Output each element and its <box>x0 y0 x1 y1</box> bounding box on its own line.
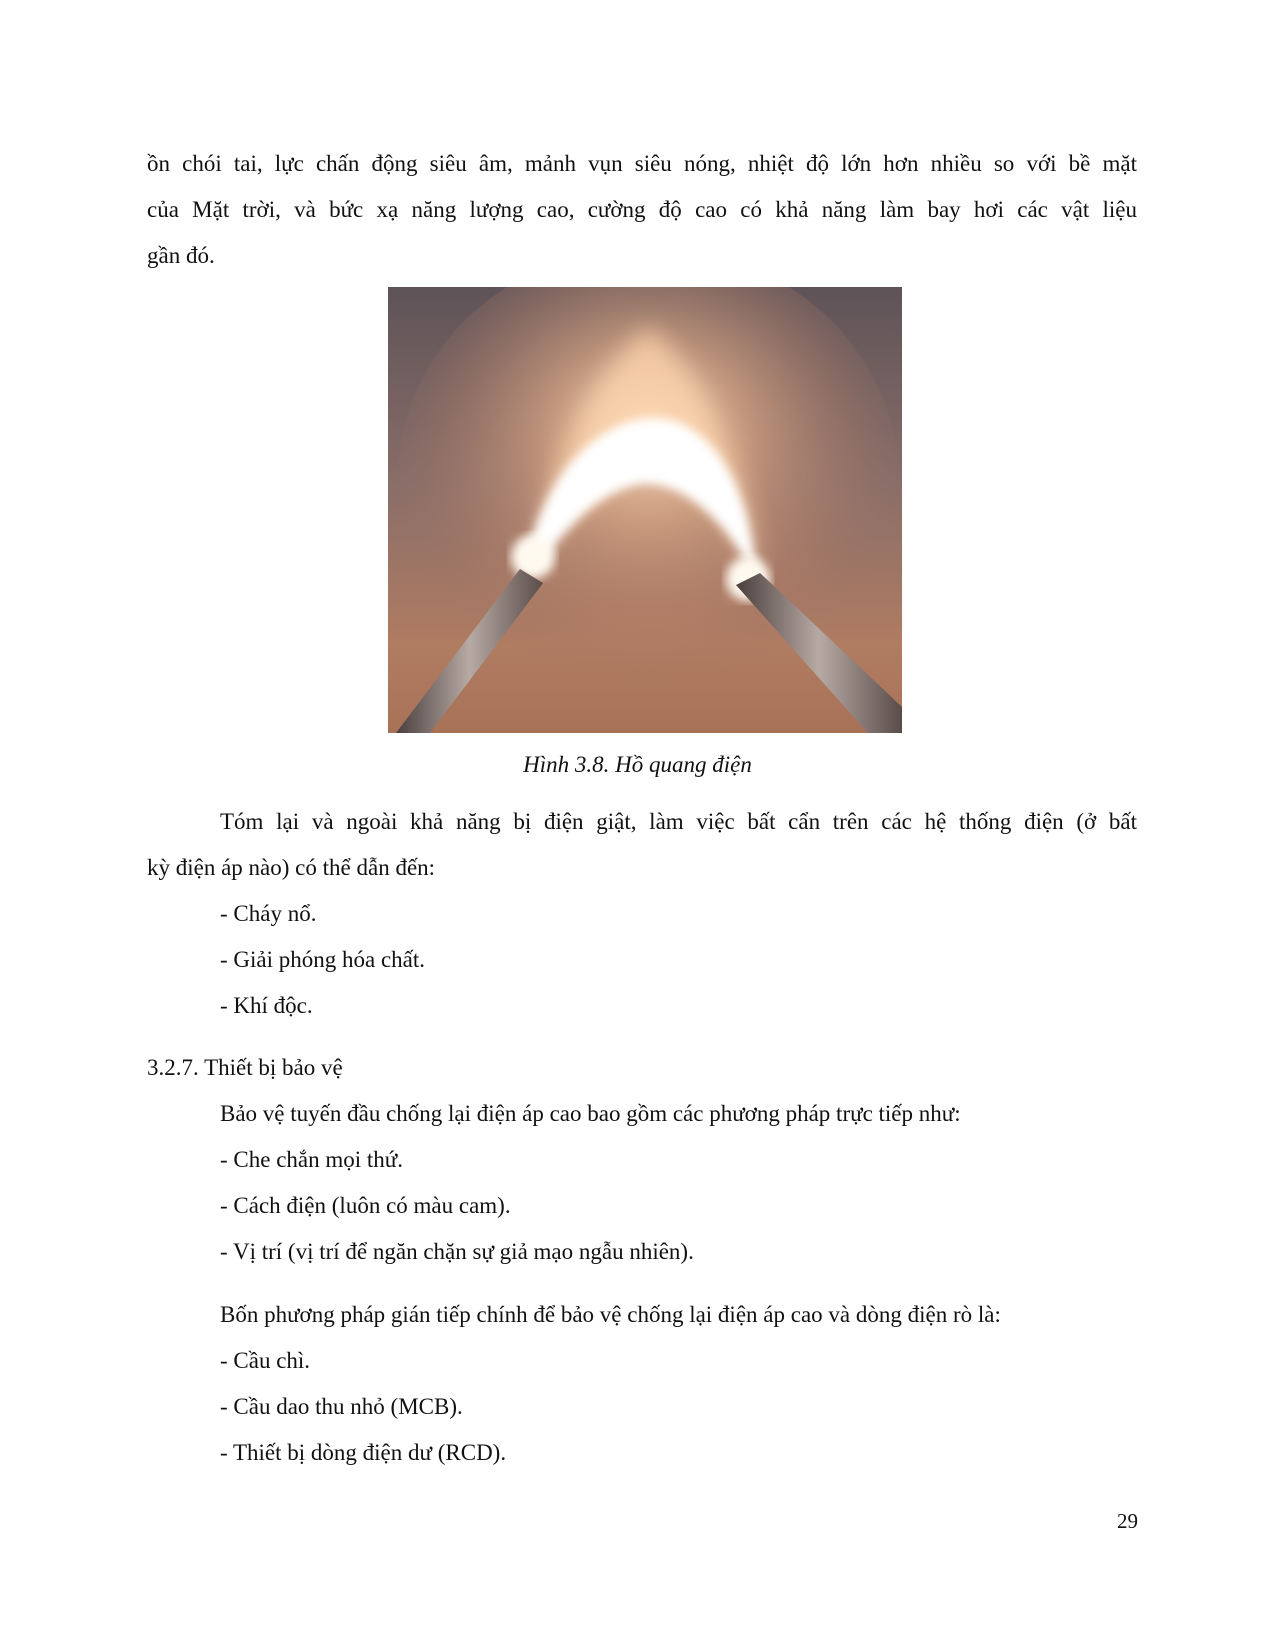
list-item: - Cầu chì. <box>220 1348 311 1373</box>
section-heading-text: 3.2.7. Thiết bị bảo vệ <box>147 1055 343 1080</box>
electric-arc-photo <box>388 287 902 733</box>
list-item: - Cách điện (luôn có màu cam). <box>220 1193 511 1218</box>
direct-methods <box>220 1091 961 1275</box>
list-item: - Vị trí (vị trí để ngăn chặn sự giả mạo ngẫu nhiên). <box>220 1239 694 1264</box>
summary-line: Tóm lại và ngoài khả năng bị điện giật, làm việc bất cẩn trên các hệ thống điện (ở bất <box>220 809 1137 834</box>
indirect-methods <box>220 1292 1001 1476</box>
summary-paragraph <box>147 799 1137 891</box>
list-item: - Giải phóng hóa chất. <box>220 947 426 972</box>
list-item: - Che chắn mọi thứ. <box>220 1147 404 1172</box>
list-item: - Cháy nổ. <box>220 901 317 926</box>
summary-line: kỳ điện áp nào) có thể dẫn đến: <box>147 855 436 880</box>
hazard-list <box>220 891 425 1029</box>
intro-line: gần đó. <box>147 243 215 268</box>
page-number: 29 <box>1117 1509 1138 1533</box>
electric-arc-illustration <box>388 287 902 733</box>
intro-line: ồn chói tai, lực chấn động siêu âm, mảnh vụn siêu nóng, nhiệt độ lớn hơn nhiều so với bề mặt <box>147 151 1137 176</box>
list-item: - Thiết bị dòng điện dư (RCD). <box>220 1440 507 1465</box>
figure-caption: Hình 3.8. Hồ quang điện <box>523 752 752 777</box>
intro-line: của Mặt trời, và bức xạ năng lượng cao, cường độ cao có khả năng làm bay hơi các vật liệu <box>147 197 1137 222</box>
list-item: - Khí độc. <box>220 993 313 1018</box>
indirect-intro: Bốn phương pháp gián tiếp chính để bảo vệ chống lại điện áp cao và dòng điện rò là: <box>220 1302 1001 1327</box>
section-heading <box>147 1045 343 1091</box>
list-item: - Cầu dao thu nhỏ (MCB). <box>220 1394 463 1419</box>
intro-paragraph <box>147 141 1137 279</box>
direct-intro: Bảo vệ tuyến đầu chống lại điện áp cao bao gồm các phương pháp trực tiếp như: <box>220 1101 961 1126</box>
